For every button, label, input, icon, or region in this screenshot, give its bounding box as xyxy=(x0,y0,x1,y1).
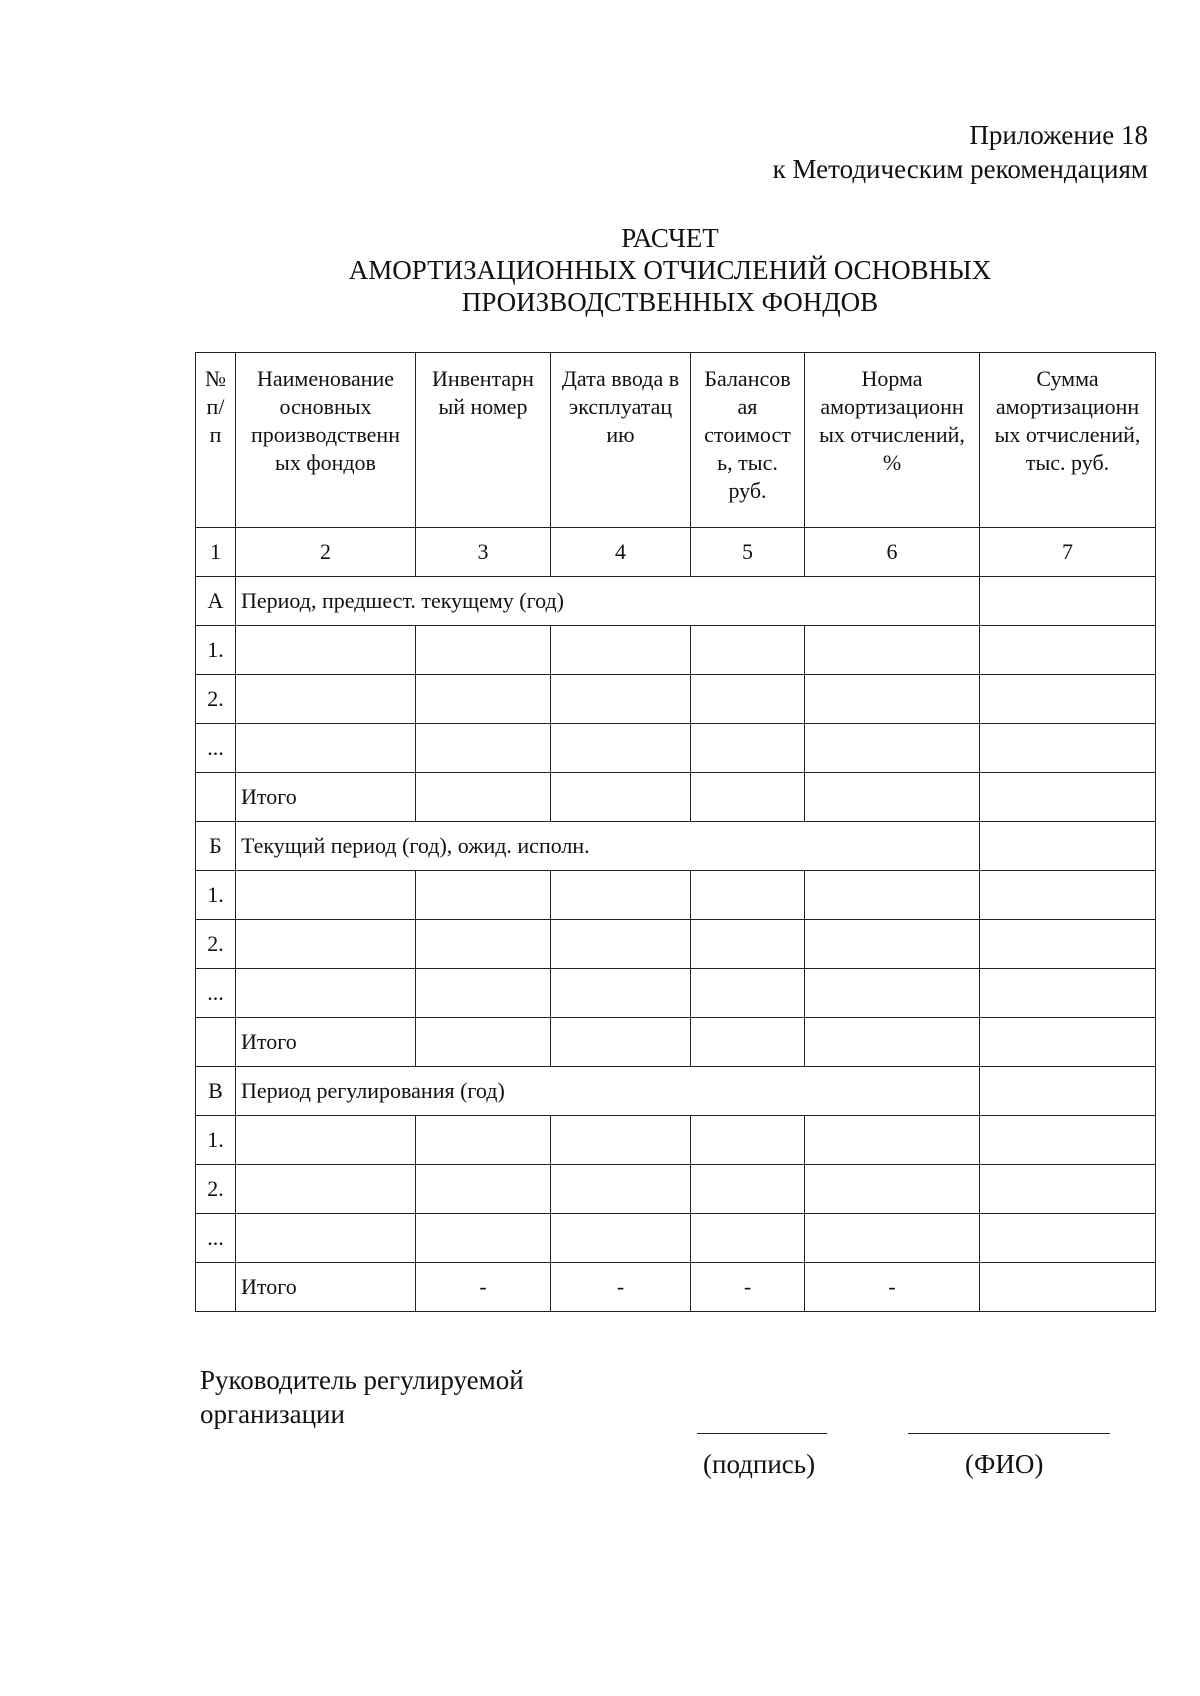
table-cell[interactable] xyxy=(980,626,1156,675)
table-cell[interactable] xyxy=(416,1214,551,1263)
table-row xyxy=(196,1214,1156,1263)
total-label: Итого xyxy=(236,1263,416,1312)
appendix-note xyxy=(773,118,1148,186)
column-number-3: 3 xyxy=(416,528,551,577)
column-number-row xyxy=(196,528,1156,577)
total-number-cell xyxy=(196,1263,236,1312)
table-cell[interactable] xyxy=(980,675,1156,724)
row-number: 2. xyxy=(196,920,236,969)
total-number-cell xyxy=(196,1018,236,1067)
table-row xyxy=(196,724,1156,773)
table-cell[interactable] xyxy=(236,969,416,1018)
section-row xyxy=(196,1067,1156,1116)
table-cell[interactable] xyxy=(805,675,980,724)
row-number: 2. xyxy=(196,1165,236,1214)
total-value-cell[interactable] xyxy=(416,773,551,822)
column-number-2: 2 xyxy=(236,528,416,577)
column-number-4: 4 xyxy=(551,528,691,577)
table-cell[interactable] xyxy=(805,724,980,773)
table-cell[interactable] xyxy=(416,1165,551,1214)
table-row xyxy=(196,969,1156,1018)
row-number: 2. xyxy=(196,675,236,724)
table-cell[interactable] xyxy=(805,1116,980,1165)
table-cell[interactable] xyxy=(236,626,416,675)
table-cell[interactable] xyxy=(980,724,1156,773)
total-value-cell[interactable]: - xyxy=(805,1263,980,1312)
section-letter: В xyxy=(196,1067,236,1116)
row-number: ... xyxy=(196,724,236,773)
total-number-cell xyxy=(196,773,236,822)
signatory-line-1: Руководитель регулируемой xyxy=(200,1365,524,1395)
table-row xyxy=(196,1165,1156,1214)
total-row xyxy=(196,1018,1156,1067)
table-cell[interactable] xyxy=(551,871,691,920)
total-label: Итого xyxy=(236,773,416,822)
table-cell[interactable] xyxy=(805,920,980,969)
section-letter: Б xyxy=(196,822,236,871)
column-number-7: 7 xyxy=(980,528,1156,577)
table-cell[interactable] xyxy=(236,871,416,920)
title-line-3: ПРОИЗВОДСТВЕННЫХ ФОНДОВ xyxy=(461,287,879,317)
table-cell[interactable] xyxy=(416,626,551,675)
section-row xyxy=(196,577,1156,626)
section-amount-cell[interactable] xyxy=(980,822,1156,871)
appendix-reference: к Методическим рекомендациям xyxy=(772,154,1148,184)
table-cell[interactable] xyxy=(236,1116,416,1165)
table-cell[interactable] xyxy=(551,675,691,724)
total-value-cell[interactable]: - xyxy=(416,1263,551,1312)
table-cell[interactable] xyxy=(416,1116,551,1165)
total-value-cell[interactable] xyxy=(551,1018,691,1067)
title-line-2: АМОРТИЗАЦИОННЫХ ОТЧИСЛЕНИЙ ОСНОВНЫХ xyxy=(348,255,992,285)
total-row xyxy=(196,1263,1156,1312)
row-number: ... xyxy=(196,1214,236,1263)
row-number: 1. xyxy=(196,871,236,920)
table-cell[interactable] xyxy=(691,626,805,675)
total-value-cell[interactable] xyxy=(551,773,691,822)
header-cell-commission-date: Дата ввода в эксплуатац ию xyxy=(551,353,691,528)
table-cell[interactable] xyxy=(691,920,805,969)
section-title: Период, предшест. текущему (год) xyxy=(236,577,980,626)
signature-caption: (подпись) xyxy=(703,1449,816,1479)
depreciation-table xyxy=(195,352,1156,1312)
table-row xyxy=(196,1116,1156,1165)
table-cell[interactable] xyxy=(980,1116,1156,1165)
table-cell[interactable] xyxy=(551,1214,691,1263)
row-number: 1. xyxy=(196,626,236,675)
table-header-row xyxy=(196,353,1156,528)
table-row xyxy=(196,871,1156,920)
table-cell[interactable] xyxy=(805,1165,980,1214)
title-line-1: РАСЧЕТ xyxy=(621,223,719,253)
table-cell[interactable] xyxy=(416,920,551,969)
header-cell-inventory-number: Инвентарн ый номер xyxy=(416,353,551,528)
header-cell-book-value: Балансов ая стоимост ь, тыс. руб. xyxy=(691,353,805,528)
table-cell[interactable] xyxy=(551,920,691,969)
section-amount-cell[interactable] xyxy=(980,1067,1156,1116)
table-cell[interactable] xyxy=(805,969,980,1018)
signatory-title xyxy=(200,1363,524,1431)
total-label: Итого xyxy=(236,1018,416,1067)
table-cell[interactable] xyxy=(691,724,805,773)
table-cell[interactable] xyxy=(416,724,551,773)
table-cell[interactable] xyxy=(551,969,691,1018)
name-caption: (ФИО) xyxy=(965,1449,1044,1479)
name-line[interactable] xyxy=(908,1433,1110,1434)
table-cell[interactable] xyxy=(691,871,805,920)
table-cell[interactable] xyxy=(980,1214,1156,1263)
total-value-cell[interactable] xyxy=(691,1018,805,1067)
section-title: Период регулирования (год) xyxy=(236,1067,980,1116)
header-cell-number: № п/ п xyxy=(196,353,236,528)
signatory-line-2: организации xyxy=(200,1399,345,1429)
row-number: ... xyxy=(196,969,236,1018)
table-cell[interactable] xyxy=(805,1214,980,1263)
appendix-number: Приложение 18 xyxy=(969,120,1148,150)
table-body xyxy=(196,353,1156,1312)
total-amount-cell[interactable] xyxy=(980,1018,1156,1067)
table-cell[interactable] xyxy=(236,1165,416,1214)
total-value-cell[interactable] xyxy=(416,1018,551,1067)
table-cell[interactable] xyxy=(980,1165,1156,1214)
table-cell[interactable] xyxy=(691,1116,805,1165)
table-cell[interactable] xyxy=(551,1116,691,1165)
table-cell[interactable] xyxy=(416,969,551,1018)
column-number-5: 5 xyxy=(691,528,805,577)
table-row xyxy=(196,920,1156,969)
column-number-1: 1 xyxy=(196,528,236,577)
section-row xyxy=(196,822,1156,871)
header-cell-depreciation-rate: Норма амортизационн ых отчислений, % xyxy=(805,353,980,528)
header-cell-depreciation-amount: Сумма амортизационн ых отчислений, тыс. руб. xyxy=(980,353,1156,528)
total-value-cell[interactable] xyxy=(691,773,805,822)
table-cell[interactable] xyxy=(691,969,805,1018)
row-number: 1. xyxy=(196,1116,236,1165)
table-row xyxy=(196,675,1156,724)
table-cell[interactable] xyxy=(691,1214,805,1263)
total-row xyxy=(196,773,1156,822)
table-cell[interactable] xyxy=(236,675,416,724)
table-cell[interactable] xyxy=(980,920,1156,969)
table-cell[interactable] xyxy=(980,969,1156,1018)
table-cell[interactable] xyxy=(551,626,691,675)
total-amount-cell[interactable] xyxy=(980,1263,1156,1312)
table-cell[interactable] xyxy=(236,920,416,969)
section-amount-cell[interactable] xyxy=(980,577,1156,626)
header-cell-asset-name: Наименование основных производственн ых фондов xyxy=(236,353,416,528)
total-value-cell[interactable]: - xyxy=(551,1263,691,1312)
table-cell[interactable] xyxy=(551,1165,691,1214)
total-amount-cell[interactable] xyxy=(980,773,1156,822)
table-cell[interactable] xyxy=(691,675,805,724)
total-value-cell[interactable] xyxy=(805,773,980,822)
signature-line[interactable] xyxy=(697,1433,827,1434)
section-title: Текущий период (год), ожид. исполн. xyxy=(236,822,980,871)
table-cell[interactable] xyxy=(805,871,980,920)
total-value-cell[interactable] xyxy=(805,1018,980,1067)
column-number-6: 6 xyxy=(805,528,980,577)
table-cell[interactable] xyxy=(805,626,980,675)
table-cell[interactable] xyxy=(691,1165,805,1214)
table-cell[interactable] xyxy=(416,675,551,724)
table-cell[interactable] xyxy=(236,724,416,773)
document-title xyxy=(190,222,1150,318)
table-cell[interactable] xyxy=(551,724,691,773)
table-row xyxy=(196,626,1156,675)
total-value-cell[interactable]: - xyxy=(691,1263,805,1312)
table-cell[interactable] xyxy=(980,871,1156,920)
table-cell[interactable] xyxy=(416,871,551,920)
table-cell[interactable] xyxy=(236,1214,416,1263)
section-letter: А xyxy=(196,577,236,626)
